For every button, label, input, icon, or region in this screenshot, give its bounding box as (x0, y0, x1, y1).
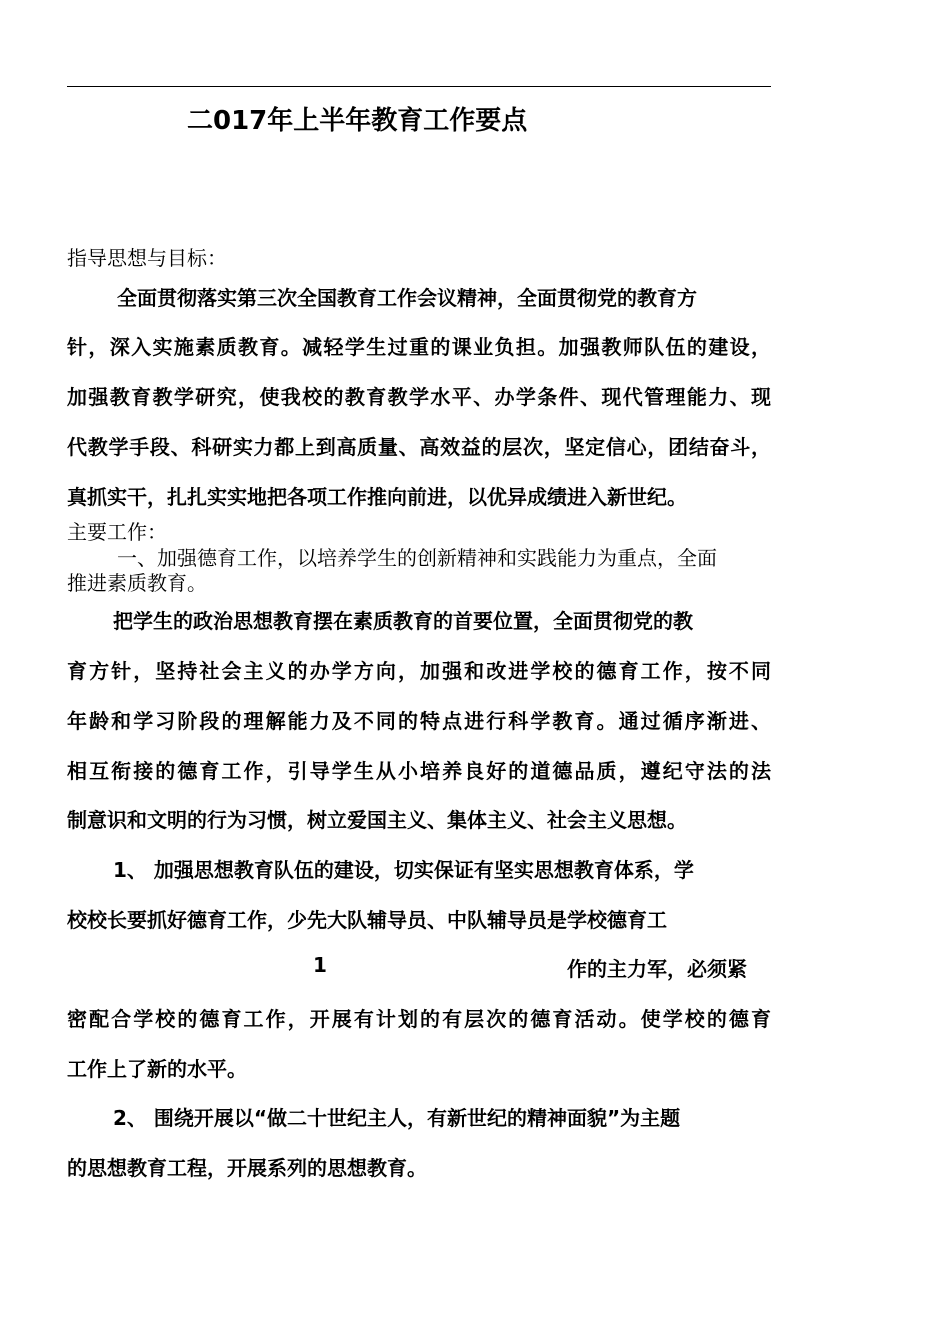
para2-line: 相互衔接的德育工作，引导学生从小培养良好的道德品质，遵纪守法的法 (67, 759, 771, 783)
section-heading-main-work: 主要工作： (67, 520, 167, 544)
item1-heading-line: 一、加强德育工作，以培养学生的创新精神和实践能力为重点，全面 (117, 546, 717, 570)
point1-line: 密配合学校的德育工作，开展有计划的有层次的德育活动。使学校的德育 (67, 1007, 771, 1031)
para1-line: 真抓实干，扎扎实实地把各项工作推向前进，以优异成绩进入新世纪。 (67, 485, 687, 509)
point1-line: 工作上了新的水平。 (67, 1057, 247, 1081)
para1-line: 代教学手段、科研实力都上到高质量、高效益的层次，坚定信心，团结奋斗， (67, 435, 771, 459)
para1-line: 加强教育教学研究，使我校的教育教学水平、办学条件、现代管理能力、现 (67, 385, 771, 409)
para2-line: 年龄和学习阶段的理解能力及不同的特点进行科学教育。通过循序渐进、 (67, 709, 771, 733)
para2-line: 育方针，坚持社会主义的办学方向，加强和改进学校的德育工作，按不同 (67, 659, 771, 683)
para2-line: 把学生的政治思想教育摆在素质教育的首要位置，全面贯彻党的教 (113, 609, 693, 633)
para1-line: 针，深入实施素质教育。减轻学生过重的课业负担。加强教师队伍的建设， (67, 335, 771, 359)
section-heading-guiding: 指导思想与目标： (67, 246, 227, 270)
point1-line: 校校长要抓好德育工作，少先大队辅导员、中队辅导员是学校德育工 (67, 908, 667, 932)
top-rule (67, 86, 771, 87)
point2-line: 的思想教育工程，开展系列的思想教育。 (67, 1156, 427, 1180)
page-title: 二017年上半年教育工作要点 (187, 106, 528, 136)
page-number: 1 (313, 953, 327, 977)
item1-heading-line: 推进素质教育。 (67, 571, 207, 595)
para1-line: 全面贯彻落实第三次全国教育工作会议精神，全面贯彻党的教育方 (117, 286, 697, 310)
point1-line: 1、 加强思想教育队伍的建设，切实保证有坚实思想教育体系，学 (113, 858, 694, 882)
point1-continuation: 作的主力军，必须紧 (567, 957, 747, 981)
point2-line: 2、 围绕开展以“做二十世纪主人，有新世纪的精神面貌”为主题 (113, 1106, 681, 1130)
para2-line: 制意识和文明的行为习惯，树立爱国主义、集体主义、社会主义思想。 (67, 808, 687, 832)
